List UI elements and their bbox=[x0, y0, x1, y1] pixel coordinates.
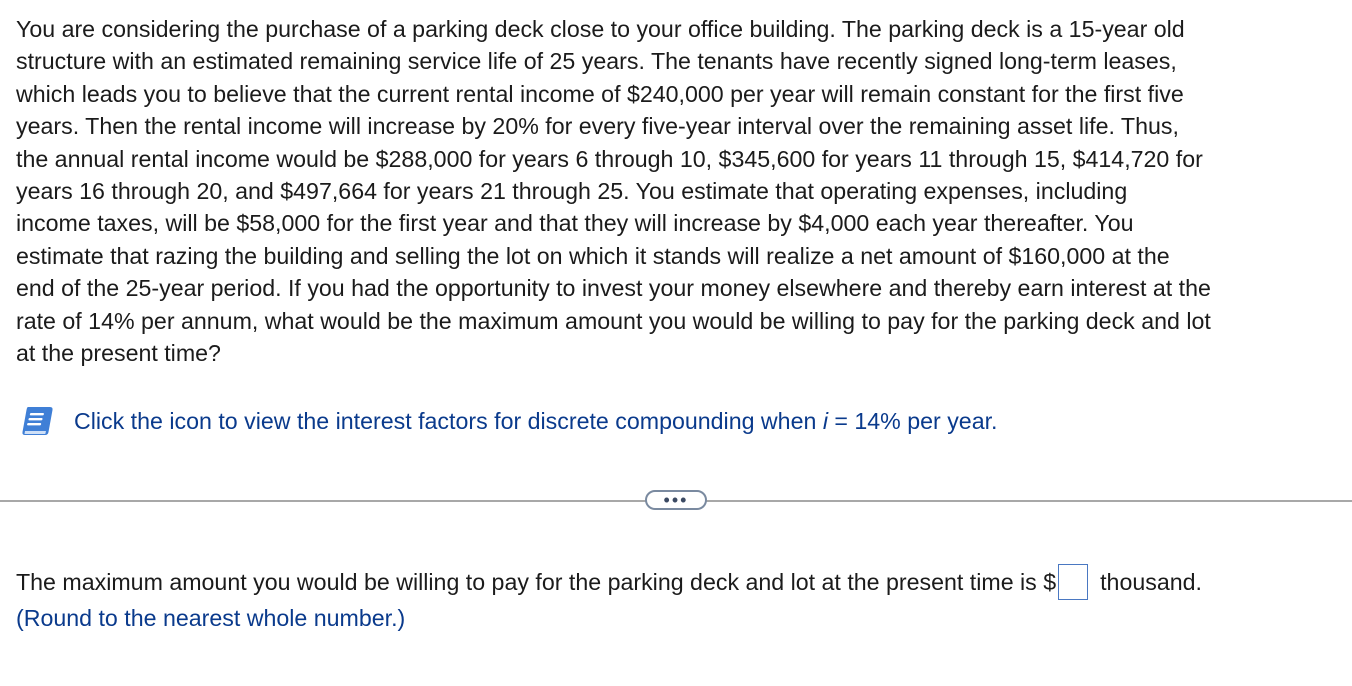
problem-line: end of the 25-year period. If you had the opportunity to invest your money elsewhere and thereby earn interest at the bbox=[16, 275, 1211, 302]
problem-line: at the present time? bbox=[16, 340, 221, 367]
problem-line: the annual rental income would be $288,000 for years 6 through 10, $345,600 for years 11 through 15, $414,720 for bbox=[16, 145, 1203, 172]
resource-row bbox=[16, 402, 997, 440]
problem-statement bbox=[16, 13, 1352, 369]
book-icon[interactable] bbox=[20, 405, 56, 437]
link-text-variable: i bbox=[822, 407, 828, 434]
problem-line: years. Then the rental income will increase by 20% for every five-year interval over the remaining asset life. Thus, bbox=[16, 113, 1179, 140]
problem-line: estimate that razing the building and selling the lot on which it stands will realize a net amount of $160,000 at the bbox=[16, 242, 1170, 269]
rounding-hint: (Round to the nearest whole number.) bbox=[16, 605, 406, 631]
interest-factors-link[interactable] bbox=[74, 408, 997, 435]
problem-line: You are considering the purchase of a parking deck close to your office building. The parking deck is a 15-year old bbox=[16, 16, 1185, 42]
link-text-suffix: = 14% per year. bbox=[827, 407, 998, 434]
answer-row bbox=[16, 562, 1202, 602]
problem-line: structure with an estimated remaining service life of 25 years. The tenants have recently signed long-term leases, bbox=[16, 48, 1177, 75]
problem-line: income taxes, will be $58,000 for the first year and that they will increase by $4,000 each year thereafter. You bbox=[16, 210, 1134, 237]
expand-more-button[interactable]: ••• bbox=[645, 490, 707, 510]
answer-input[interactable] bbox=[1058, 564, 1088, 600]
answer-unit: thousand. bbox=[1100, 568, 1202, 595]
problem-line: which leads you to believe that the current rental income of $240,000 per year will remain constant for the first five bbox=[16, 80, 1184, 107]
answer-prompt: The maximum amount you would be willing to pay for the parking deck and lot at the present time is $ bbox=[16, 568, 1057, 595]
problem-line: years 16 through 20, and $497,664 for years 21 through 25. You estimate that operating expenses, including bbox=[16, 178, 1128, 205]
problem-line: rate of 14% per annum, what would be the maximum amount you would be willing to pay for the parking deck and lot bbox=[16, 307, 1211, 334]
link-text-prefix: Click the icon to view the interest factors for discrete compounding when bbox=[74, 407, 823, 434]
